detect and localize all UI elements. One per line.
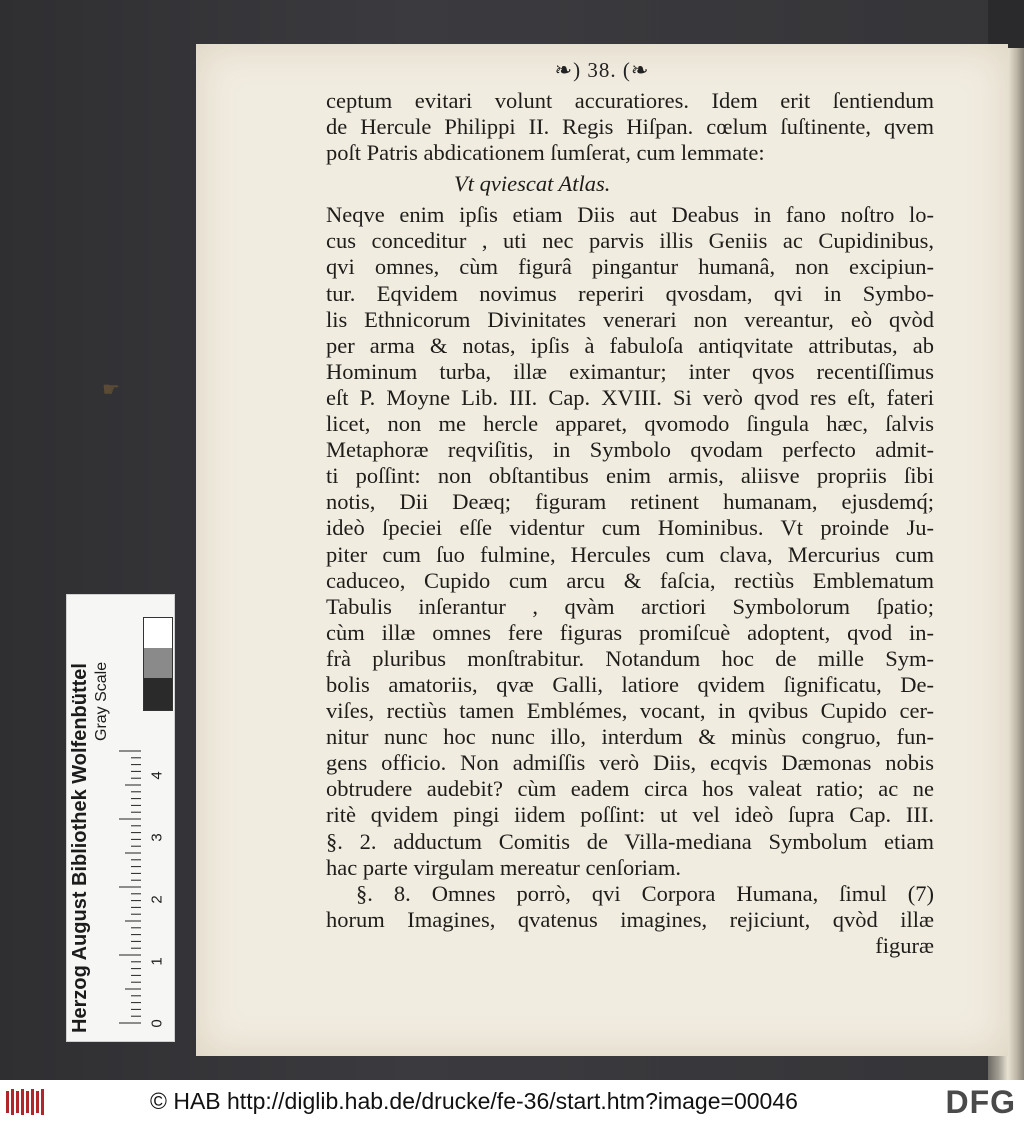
text-line: eſt P. Moyne Lib. III. Cap. XVIII. Si verò qvod res eſt, fateri: [326, 384, 934, 410]
scanned-page: [196, 44, 1008, 1056]
text-line: tur. Eqvidem novimus reperiri qvosdam, qvi in Symbo-: [326, 280, 934, 306]
dfg-logo: DFG: [945, 1084, 1016, 1120]
text-line: per arma & notas, ipſis à fabuloſa antiqvitate attributas, ab: [326, 332, 934, 358]
page-header: ❧) 38. (❧: [554, 58, 650, 82]
text-line: lis Ethnicorum Divinitates venerari non vereantur, eò qvòd: [326, 306, 934, 332]
text-line: bolis amatoriis, qvæ Galli, latiore qvidem ſignificatu, De-: [326, 671, 934, 697]
text-line: cus conceditur , uti nec parvis illis Geniis ac Cupidinibus,: [326, 228, 934, 254]
text-line: caduceo, Cupido cum arcu & faſcia, rectiùs Emblematum: [326, 567, 934, 593]
text-line: hac parte virgulam mereatur cenſoriam.: [326, 854, 682, 880]
text-line: viſes, rectiùs tamen Emblémes, vocant, in qvibus Cupido cer-: [326, 698, 934, 724]
text-line: notis, Dii Deæq; figuram retinent humanam, ejusdemq́;: [326, 489, 934, 515]
text-line: Neqve enim ipſis etiam Diis aut Deabus in fano noſtro lo-: [326, 202, 934, 228]
institution-label: Herzog August Bibliothek Wolfenbüttel: [69, 663, 91, 1033]
ruler-number: 2: [148, 895, 166, 904]
gray-scale-label: Gray Scale: [93, 661, 110, 741]
text-line: licet, non me hercle apparet, qvomodo ſingula hæc, ſalvis: [326, 411, 934, 437]
ruler-ticks: [113, 747, 143, 1027]
text-line: Tabulis inſerantur , qvàm arctiori Symbolorum ſpatio;: [326, 593, 934, 619]
text-line: ti poſſint: non obſtantibus enim armis, aliisve propriis ſibi: [326, 463, 934, 489]
book-edge-top: [988, 0, 1024, 48]
text-line: Metaphoræ reqviſitis, in Symbolo qvodam perfecto admit-: [326, 437, 934, 463]
hab-logo-icon: [4, 1087, 46, 1117]
footer-bar: [0, 1080, 1024, 1123]
text-line: obtrudere audebit? cùm eadem circa hos valeat ratio; ac ne: [326, 776, 934, 802]
gray-swatch-dark: [144, 678, 172, 710]
text-line: ideò ſpeciei eſſe videntur cum Hominibus. Vt proinde Ju-: [326, 515, 934, 541]
ruler-number: 3: [148, 833, 166, 842]
ruler-number: 1: [148, 957, 166, 966]
text-line: Vt qviescat Atlas.: [454, 171, 611, 197]
text-line: qvi omnes, cùm figurâ pingantur humanâ, non excipiun-: [326, 254, 934, 280]
text-line: nitur nunc hoc nunc illo, interdum & minùs congruo, fun-: [326, 724, 934, 750]
source-url-text[interactable]: © HAB http://diglib.hab.de/drucke/fe-36/start.htm?image=00046: [150, 1088, 798, 1114]
text-line: poſt Patris abdicationem ſumſerat, cum lemmate:: [326, 140, 765, 166]
text-line: frà pluribus monſtrabitur. Notandum hoc de mille Sym-: [326, 645, 934, 671]
text-line: ritè qvidem pingi iidem poſſint: ut vel ideò ſupra Cap. III.: [326, 802, 934, 828]
text-line: cùm illæ omnes fere figuras promiſcuè adoptent, qvod in-: [326, 619, 934, 645]
text-line: de Hercule Philippi II. Regis Hiſpan. cœlum ſuſtinente, qvem: [326, 114, 934, 140]
color-scale-ruler: [66, 594, 175, 1042]
text-line: horum Imagines, qvatenus imagines, rejiciunt, qvòd illæ: [326, 906, 934, 932]
text-line: gens officio. Non admiſſis verò Diis, ecqvis Dæmonas nobis: [326, 750, 934, 776]
text-line: §. 2. adductum Comitis de Villa-mediana Symbolum etiam: [326, 828, 934, 854]
text-line: Hominum turba, illæ eximantur; inter qvos recentiſſimus: [326, 358, 934, 384]
ruler-number: 4: [148, 771, 166, 780]
text-line: figuræ: [875, 932, 934, 958]
text-line: §. 8. Omnes porrò, qvi Corpora Humana, ſimul (7): [356, 880, 934, 906]
text-line: ceptum evitari volunt accuratiores. Idem erit ſentiendum: [326, 88, 934, 113]
text-line: piter cum ſuo fulmine, Hercules cum clava, Mercurius cum: [326, 541, 934, 567]
gray-swatch-mid: [144, 648, 172, 678]
ruler-number: 0: [148, 1019, 166, 1028]
gray-scale-swatches: [143, 617, 173, 711]
gray-swatch-white: [144, 618, 172, 648]
manicule-icon: ☛: [102, 379, 120, 401]
page-body-text: [326, 88, 934, 959]
